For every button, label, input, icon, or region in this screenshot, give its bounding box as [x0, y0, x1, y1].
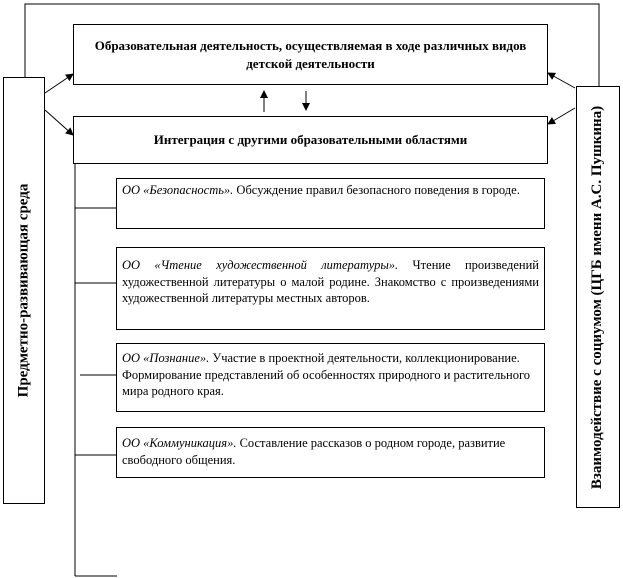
area-title: ОО «Коммуникация».: [122, 436, 237, 450]
left-panel-text: Предметно-развивающая среда: [15, 183, 32, 398]
top-box: [73, 24, 548, 85]
area-title: ОО «Познание».: [122, 351, 210, 365]
integration-box: [73, 116, 548, 164]
area-text: Обсуждение правил безопасного поведения в городе.: [233, 183, 520, 197]
area-text: Участие в проектной деятельности, коллекционирование. Формирование представлений об особенностях природного и растительного мира родного края.: [122, 351, 531, 398]
area-title: ОО «Чтение художественной литературы».: [122, 258, 399, 272]
arrow-right-to-top-box: [548, 73, 575, 88]
area-box-safety: [116, 178, 545, 229]
right-panel-text: Взаимодействие с социумом (ЦГБ имени А.С. Пушкина): [589, 105, 606, 489]
arrow-left-to-top-box: [45, 74, 73, 93]
arrow-right-to-integration-box: [548, 108, 575, 124]
right-panel: [576, 86, 620, 508]
top-box-text: Образовательная деятельность, осуществляемая в ходе различных видов детской деятельности: [94, 37, 527, 71]
area-box-communication: [116, 427, 545, 478]
area-box-cognition: [116, 343, 545, 412]
area-text: Чтение произведений художественной литературы о малой родине. Знакомство с произведениями художественной литературы местных авторов.: [122, 258, 539, 305]
area-text: Составление рассказов о родном городе, развитие свободного общения.: [122, 436, 506, 467]
area-box-literature: [116, 247, 545, 330]
arrow-left-to-integration-box: [45, 110, 73, 135]
integration-box-text: Интеграция с другими образовательными областями: [153, 132, 468, 147]
area-title: ОО «Безопасность».: [122, 183, 234, 197]
left-panel: [3, 77, 45, 504]
